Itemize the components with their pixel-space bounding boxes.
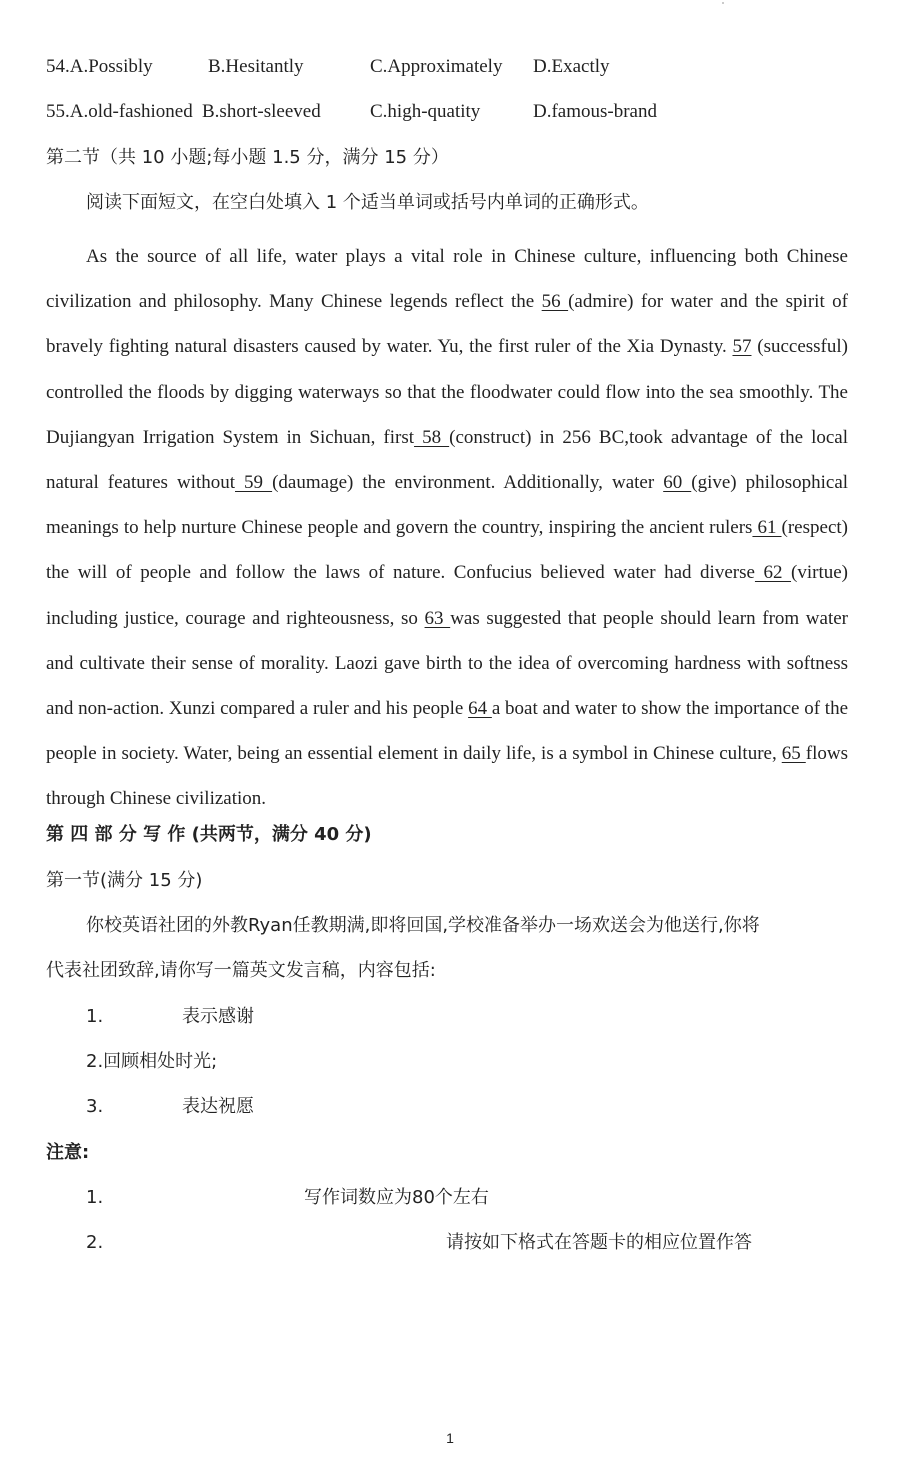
blank-56: 56	[541, 291, 569, 313]
passage-text: As the source of all life, water plays a vital role in Chinese culture, influencing both Chinese civilization and philosophy. Many Chinese legends reflect the	[46, 246, 848, 313]
content-item-2	[86, 1049, 217, 1075]
note-number: 2.	[86, 1232, 104, 1253]
blank-59: 59	[235, 472, 273, 494]
note-text: 写作词数应为80个左右	[304, 1187, 489, 1208]
note-label: 注意:	[46, 1142, 90, 1163]
content-item-number: 3.	[86, 1096, 104, 1117]
option-54-c: C.Approximately	[370, 56, 503, 77]
blank-62: 62	[754, 562, 792, 584]
note-number: 1.	[86, 1187, 104, 1208]
blank-64: 64	[468, 698, 492, 720]
writing-prompt-line1: 你校英语社团的外教Ryan任教期满,即将回国,学校准备举办一场欢送会为他送行,你将	[86, 915, 760, 936]
blank-63: 63	[424, 607, 451, 629]
passage-text: flows through Chinese civilization.	[46, 743, 848, 810]
content-item-3	[86, 1094, 254, 1120]
note-item-2	[86, 1230, 752, 1256]
cloze-passage	[46, 234, 848, 822]
option-54-d: D.Exactly	[533, 56, 610, 77]
page-number: 1	[446, 1430, 454, 1446]
part4-subheading: 第一节(满分 15 分)	[46, 870, 203, 891]
scan-speck	[722, 2, 724, 4]
passage-text: (construct) in 256 BC,took advantage of the local natural features without	[46, 426, 848, 494]
part4-heading: 第 四 部 分 写 作 (共两节，满分 40 分)	[46, 824, 372, 845]
passage-text: (admire) for water and the spirit of bravely fighting natural disasters caused by water. Yu, the first ruler of the Xia Dynasty.	[46, 291, 848, 358]
option-54-a: 54.A.Possibly	[46, 56, 153, 77]
passage-text: (virtue) including justice, courage and righteousness, so	[46, 562, 849, 629]
passage-text: (give) philosophical meanings to help nurture Chinese people and govern the country, inspiring the ancient rulers	[46, 472, 849, 539]
content-item-number: 2.回顾相处时光;	[86, 1051, 218, 1072]
section2-instruction: 阅读下面短文，在空白处填入 1 个适当单词或括号内单词的正确形式。	[86, 192, 649, 213]
content-item-text: 表示感谢	[182, 1006, 254, 1027]
note-text: 请按如下格式在答题卡的相应位置作答	[446, 1232, 752, 1253]
blank-65: 65	[781, 743, 806, 765]
section2-heading: 第二节（共 10 小题;每小题 1.5 分，满分 15 分）	[46, 147, 449, 168]
note-item-1	[86, 1185, 489, 1211]
content-item-number: 1.	[86, 1006, 104, 1027]
blank-57: 57	[732, 336, 752, 358]
content-item-1	[86, 1004, 254, 1030]
option-55-a: 55.A.old-fashioned	[46, 101, 193, 122]
content-item-text: 表达祝愿	[182, 1096, 254, 1117]
blank-60: 60	[663, 472, 692, 494]
passage-text: a boat and water to show the importance of the people in society. Water, being an essential element in daily life, is a symbol in Chinese culture,	[46, 698, 849, 765]
option-55-d: D.famous-brand	[533, 101, 657, 122]
passage-text: was suggested that people should learn from water and cultivate their sense of morality. Laozi gave birth to the idea of overcoming hardness with softness and non-action. Xunzi compared a ruler and his people	[46, 607, 848, 720]
passage-text: (successful) controlled the floods by digging waterways so that the floodwater could flow into the sea smoothly. The Dujiangyan Irrigation System in Sichuan, first	[46, 336, 848, 448]
blank-58: 58	[414, 426, 450, 448]
passage-text: (daumage) the environment. Additionally, water	[272, 472, 664, 494]
option-55-b: B.short-sleeved	[202, 101, 321, 122]
option-55-c: C.high-quatity	[370, 101, 481, 122]
writing-prompt-line2: 代表社团致辞,请你写一篇英文发言稿，内容包括:	[46, 960, 436, 981]
passage-text: (respect) the will of people and follow the laws of nature. Confucius believed water had diverse	[46, 517, 848, 584]
blank-61: 61	[752, 517, 782, 539]
option-54-b: B.Hesitantly	[208, 56, 304, 77]
